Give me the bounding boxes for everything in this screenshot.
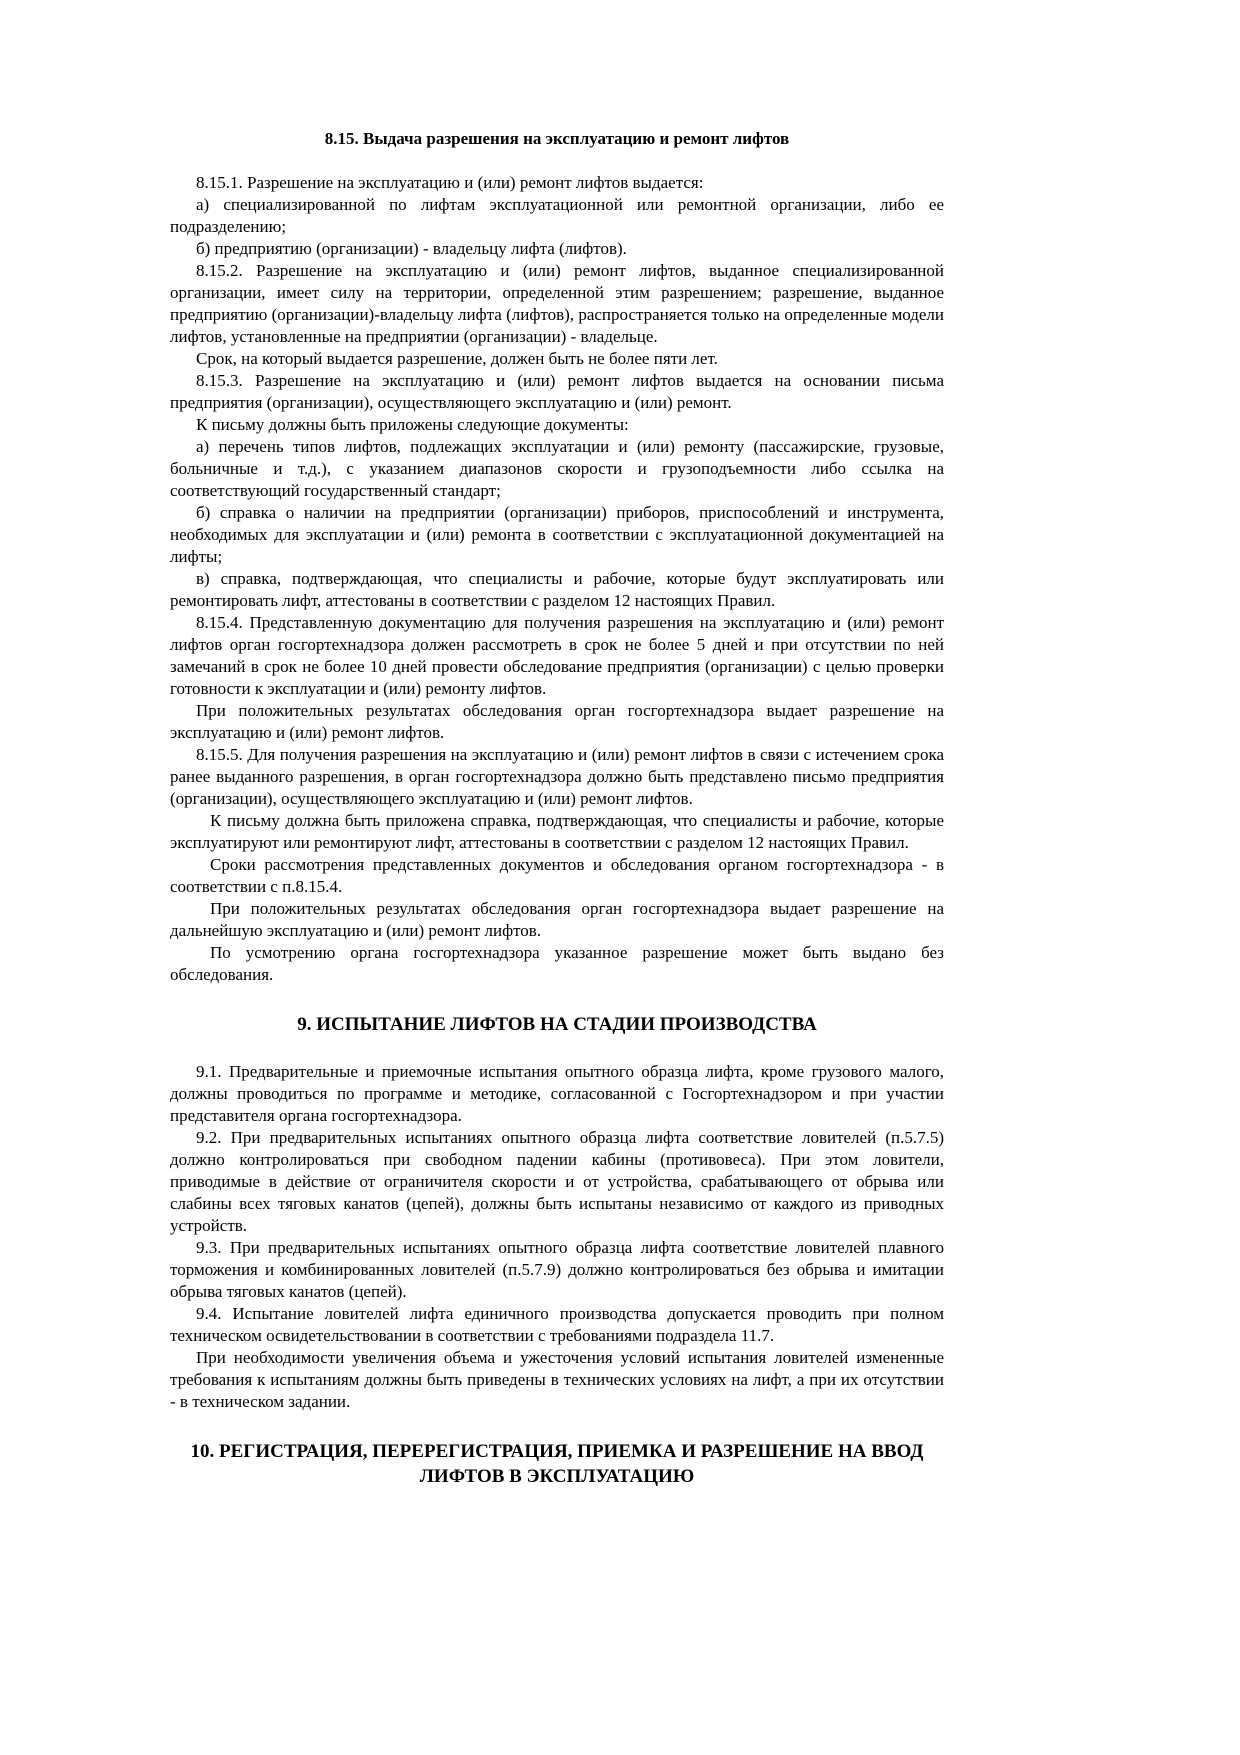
paragraph: 9.3. При предварительных испытаниях опытного образца лифта соответствие ловителей плавного торможения и комбинированных ловителей (п.5.7.9) должно контролироваться без обрыва и имитации обрыва тяговых канатов (цепей). — [170, 1238, 944, 1301]
section-8-15-title: 8.15. Выдача разрешения на эксплуатацию и ремонт лифтов — [324, 129, 790, 148]
paragraph: При положительных результатах обследования орган госгортехнадзора выдает разрешение на дальнейшую эксплуатацию и (или) ремонт лифтов. — [170, 899, 944, 940]
paragraph: б) предприятию (организации) - владельцу лифта (лифтов). — [196, 239, 627, 258]
paragraph: 8.15.5. Для получения разрешения на эксплуатацию и (или) ремонт лифтов в связи с истечением срока ранее выданного разрешения, в орган госгортехнадзора должно быть представлено письмо предприятия (организации), осуществляющего эксплуатацию и (или) ремонт лифтов. — [170, 745, 944, 808]
paragraph: 8.15.3. Разрешение на эксплуатацию и (или) ремонт лифтов выдается на основании письма предприятия (организации), осуществляющего эксплуатацию и (или) ремонт. — [170, 371, 944, 412]
paragraph: При положительных результатах обследования орган госгортехнадзора выдает разрешение на эксплуатацию и (или) ремонт лифтов. — [170, 701, 944, 742]
paragraph: б) справка о наличии на предприятии (организации) приборов, приспособлений и инструмента, необходимых для эксплуатации и (или) ремонта в соответствии с эксплуатационной документацией на лифты; — [170, 503, 944, 566]
paragraph: К письму должна быть приложена справка, подтверждающая, что специалисты и рабочие, которые эксплуатируют или ремонтируют лифт, аттестованы в соответствии с разделом 12 настоящих Правил. — [170, 811, 944, 852]
paragraph: 9.1. Предварительные и приемочные испытания опытного образца лифта, кроме грузового малого, должны проводиться по программе и методике, согласованной с Госгортехнадзором и при участии представителя органа госгортехнадзора. — [170, 1062, 944, 1125]
paragraph: Сроки рассмотрения представленных документов и обследования органом госгортехнадзора - в соответствии с п.8.15.4. — [170, 855, 944, 896]
paragraph: а) специализированной по лифтам эксплуатационной или ремонтной организации, либо ее подразделению; — [170, 195, 944, 236]
paragraph: а) перечень типов лифтов, подлежащих эксплуатации и (или) ремонту (пассажирские, грузовые, больничные и т.д.), с указанием диапазонов скорости и грузоподъемности либо ссылка на соответствующий государственный стандарт; — [170, 437, 944, 500]
paragraph: Срок, на который выдается разрешение, должен быть не более пяти лет. — [196, 349, 718, 368]
section-10-title: 10. РЕГИСТРАЦИЯ, ПЕРЕРЕГИСТРАЦИЯ, ПРИЕМКА И РАЗРЕШЕНИЕ НА ВВОД ЛИФТОВ В ЭКСПЛУАТАЦИЮ — [190, 1441, 924, 1487]
paragraph: По усмотрению органа госгортехнадзора указанное разрешение может быть выдано без обследования. — [170, 943, 944, 984]
paragraph: 9.2. При предварительных испытаниях опытного образца лифта соответствие ловителей (п.5.7.5) должно контролироваться при свободном падении кабины (противовеса). При этом ловители, приводимые в действие от ограничителя скорости и от устройства, срабатывающего от обрыва или слабины всех тяговых канатов (цепей), должны быть испытаны независимо от каждого из приводных устройств. — [170, 1128, 944, 1235]
section-9-title: 9. ИСПЫТАНИЕ ЛИФТОВ НА СТАДИИ ПРОИЗВОДСТВА — [297, 1014, 817, 1035]
paragraph: 8.15.1. Разрешение на эксплуатацию и (или) ремонт лифтов выдается: — [196, 173, 704, 192]
paragraph: При необходимости увеличения объема и ужесточения условий испытания ловителей измененные требования к испытаниям должны быть приведены в технических условиях на лифт, а при их отсутствии - в техническом задании. — [170, 1348, 944, 1411]
paragraph: К письму должны быть приложены следующие документы: — [196, 415, 629, 434]
paragraph: 8.15.4. Представленную документацию для получения разрешения на эксплуатацию и (или) ремонт лифтов орган госгортехнадзора должен рассмотреть в срок не более 5 дней и при отсутствии по ней замечаний в срок не более 10 дней провести обследование предприятия (организации) с целью проверки готовности к эксплуатации и (или) ремонту лифтов. — [170, 613, 944, 698]
paragraph: 8.15.2. Разрешение на эксплуатацию и (или) ремонт лифтов, выданное специализированной организации, имеет силу на территории, определенной этим разрешением; разрешение, выданное предприятию (организации)-владельцу лифта (лифтов), распространяется только на определенные модели лифтов, установленные на предприятии (организации) - владельце. — [170, 261, 944, 346]
paragraph: в) справка, подтверждающая, что специалисты и рабочие, которые будут эксплуатировать или ремонтировать лифт, аттестованы в соответствии с разделом 12 настоящих Правил. — [170, 569, 944, 610]
paragraph: 9.4. Испытание ловителей лифта единичного производства допускается проводить при полном техническом освидетельствовании в соответствии с требованиями подраздела 11.7. — [170, 1304, 944, 1345]
